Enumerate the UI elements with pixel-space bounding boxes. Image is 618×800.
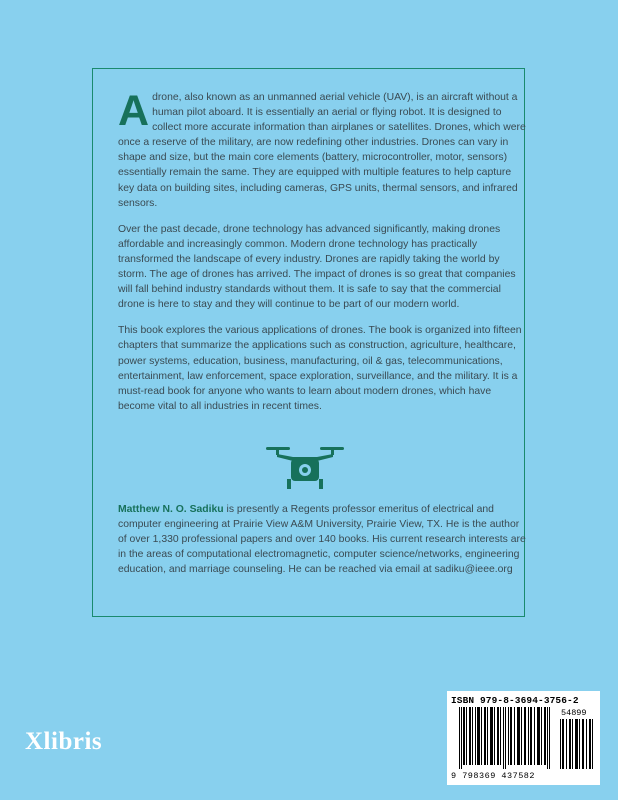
- ean-number: 9 798369 437582: [451, 771, 536, 781]
- barcode-box: [447, 691, 600, 785]
- publisher-logo: Xlibris: [25, 728, 103, 755]
- paragraph-1-text: drone, also known as an unmanned aerial vehicle (UAV), is an aircraft without a human pilot aboard. It is essentially an aerial or flying robot. It is designed to collect more accurate information than airplanes or satellites. Drones, which were once a reserve of the military, are now redefining other industries. Drones can vary in shape and size, but the main core elements (battery, microcontroller, motor, sensors) essentially remain the same. They are equipped with multiple features to help capture key data on building sites, including cameras, GPS units, thermal sensors, and infrared sensors.: [118, 92, 526, 209]
- drone-icon: [265, 445, 345, 490]
- drop-cap: A: [118, 87, 150, 135]
- author-bio: [118, 502, 528, 577]
- isbn-label: ISBN 979-8-3694-3756-2: [451, 695, 579, 706]
- ean-barcode: [459, 707, 559, 769]
- paragraph-3: This book explores the various applications of drones. The book is organized into fifteen chapters that summarize the applications such as construction, agriculture, healthcare, power systems, education, business, manufacturing, oil & gas, telecommunications, entertainment, law enforcement, space exploration, surveillance, and the military. It is a must-read book for anyone who wants to learn about modern drones, which have become vital to all industries in recent times.: [118, 325, 522, 412]
- paragraph-1: [118, 87, 530, 211]
- author-bio-text: is presently a Regents professor emeritus of electrical and computer engineering at Prairie View A&M University, Prairie View, TX. He is the author of over 1,330 professional papers and over 140 books. His current research interests are in the areas of computational electromagnetic, computer science/networks, engineering education, and marriage counseling. He can be reached via email at sadiku@ieee.org: [118, 504, 526, 576]
- back-cover-description: [118, 87, 530, 425]
- author-name: Matthew N. O. Sadiku: [118, 504, 224, 515]
- price-addon: 54899: [561, 708, 587, 718]
- addon-barcode: [560, 719, 594, 769]
- paragraph-2: Over the past decade, drone technology has advanced significantly, making drones affordable and increasingly common. Modern drone technology has practically transformed the landscape of every industry. Drones are rapidly taking the world by storm. The age of drones has arrived. The impact of drones is so great that companies will fall behind industry standards without them. It is safe to say that the commercial drone is here to stay and they will continue to be part of our modern world.: [118, 223, 516, 311]
